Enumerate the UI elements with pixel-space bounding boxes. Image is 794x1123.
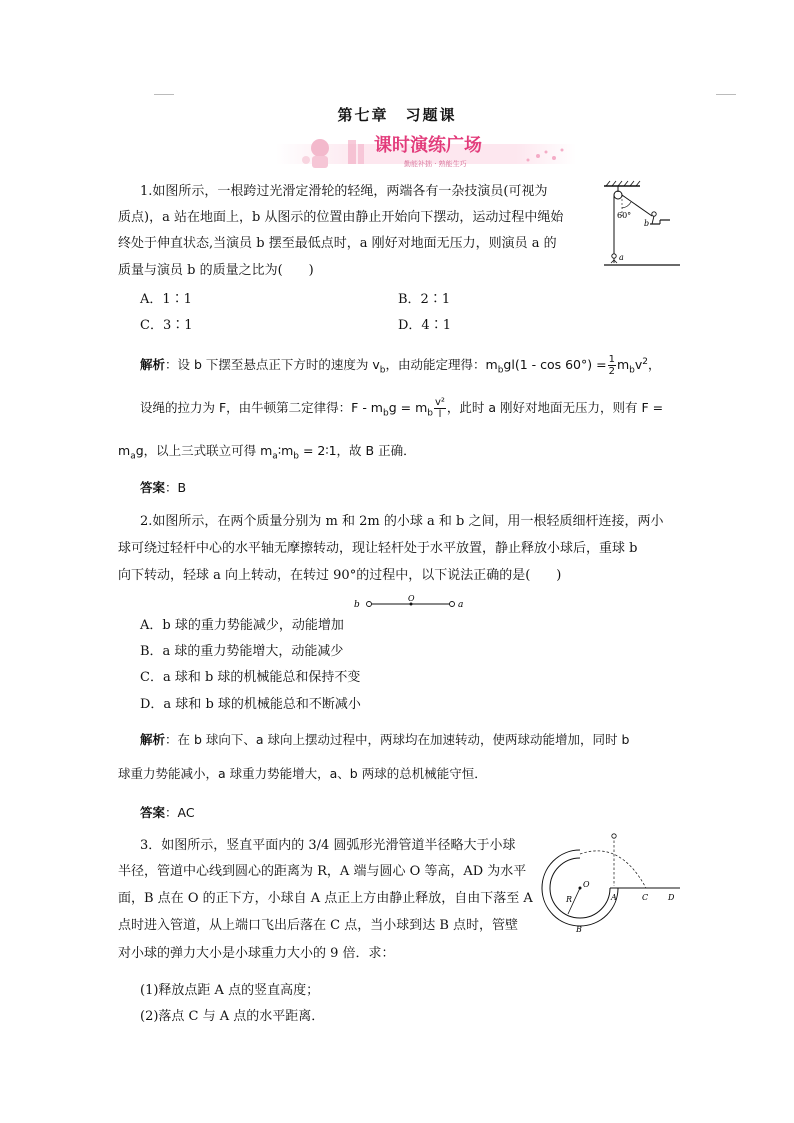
q3-stem-line3: 面，B 点在 O 的正下方，小球自 A 点正上方由静止释放，自由下落至 A [118,891,533,906]
q1-sol-text-3c: ∶m [277,443,294,458]
q2-solution-line2: 球重力势能减小，a 球重力势能增大，a、b 两球的总机械能守恒． [118,766,487,781]
q2-solution-line1 [140,728,680,752]
q1-sol-text-3d: = 2∶1，故 B 正确． [298,443,416,458]
q1-option-b[interactable]: B．2∶1 [398,292,451,307]
q1-label-b: b [644,219,650,228]
q1-sol-text-2c: ，此时 a 刚好对地面无压力，则有 F = [446,400,664,415]
q1-sol-text-3a: m [118,443,131,458]
q1-stem-line4: 质量与演员 b 的质量之比为( ) [118,263,314,278]
q3-tube-figure [540,830,690,934]
q1-pulley-figure [600,180,684,270]
q3-label-d: D [668,893,675,902]
q3-sub-question-2: (2)落点 C 与 A 点的水平距离． [140,1009,325,1024]
q1-stem-line2: 质点)，a 站在地面上，b 从图示的位置由静止开始向下摆动，运动过程中绳始 [118,210,564,225]
q3-label-o: O [583,880,590,889]
q2-option-a[interactable]: A．b 球的重力势能减少，动能增加 [140,618,344,633]
banner-text: 课时演练广场 [374,135,482,156]
corner-mark-right [716,94,736,95]
q3-label-r: R [566,895,573,904]
q1-answer [140,476,680,500]
q3-label-a: A [611,893,617,902]
q3-stem-line2: 半径，管道中心线到圆心的距离为 R，A 端与圆心 O 等高，AD 为水平 [118,864,527,879]
q2-solution-label: 解析 [140,732,166,747]
q1-option-c[interactable]: C．3∶1 [140,318,193,333]
q1-option-d[interactable]: D．4∶1 [398,318,451,333]
q2-label-a: a [458,600,464,610]
q1-sol-text-1e: v [634,357,643,373]
q1-solution-line1: 解析：设 b 下摆至悬点正下方时的速度为 $v_b$，由动能定理得：$m_bgl(1$ - cos 60°) = $\frac{1}{2}$ $m_bv^2$， [140,354,661,378]
q2-option-c[interactable]: C．a 球和 b 球的机械能总和保持不变 [140,670,361,685]
banner-graphic [276,126,576,172]
q1-solution-label: 解析 [140,357,166,373]
q1-answer-label: 答案 [140,480,166,495]
q1-answer-value: ：B [165,480,187,495]
q2-option-b[interactable]: B．a 球的重力势能增大，动能减少 [140,644,344,659]
q2-label-o: O [408,594,415,603]
q2-answer-label: 答案 [140,805,166,820]
banner [276,126,576,172]
q3-sub-question-1: (1)释放点距 A 点的竖直高度； [140,983,320,998]
q1-sol-text-1c: gl(1 - cos 60°) = [503,357,607,373]
q3-label-c: C [642,893,649,902]
q1-sol-text-2b: g = m [388,400,428,415]
q1-stem-line3: 终处于伸直状态,当演员 b 摆至最低点时，a 刚好对地面无压力，则演员 a 的 [118,236,557,251]
q3-stem-line4: 点时进入管道，从上端口飞出后落在 C 点，当小球到达 B 点时，管壁 [118,918,519,933]
q2-rod-figure [354,594,470,612]
q1-sol-text-1d: m [616,357,630,373]
q2-stem-line2: 球可绕过轻杆中心的水平轴无摩擦转动，现让轻杆处于水平放置，静止释放小球后，重球 b [118,541,638,556]
q2-sol-text-1: ：在 b 球向下、a 球向上摆动过程中，两球均在加速转动，使两球动能增加，同时 b [165,732,630,747]
q1-sol-text-1a: ：设 b 下摆至悬点正下方时的速度为 v [165,357,380,373]
q2-answer [140,801,680,825]
q1-sol-text-2a: 设绳的拉力为 F，由牛顿第二定律得：F - m [140,400,383,415]
banner-subtext: 勤能补拙 · 熟能生巧 [404,160,467,168]
q1-v2-over-l-fraction: $\frac{\text{v²}}{l}$ [434,397,445,420]
q3-stem-line1: 3．如图所示，竖直平面内的 3/4 圆弧形光滑管道半径略大于小球 [140,838,516,853]
q2-stem-line1: 2.如图所示，在两个质量分别为 m 和 2m 的小球 a 和 b 之间，用一根轻质细杆连接，两小 [140,514,664,529]
q1-angle-label: 60° [617,211,632,220]
corner-mark-left [154,94,174,95]
q1-half-fraction: $\frac{1}{2}$ [608,354,615,378]
q2-label-b: b [354,600,360,610]
q1-solution-line3: $m_ag$，以上三式联立可得 $m_a∶m_b$ = 2∶1，故 B 正确． [118,443,416,462]
q3-stem-line5: 对小球的弹力大小是小球重力大小的 9 倍．求： [118,946,395,961]
page-title: 第七章 习题课 [337,106,457,124]
q1-sol-text-3b: g，以上三式联立可得 m [135,443,273,458]
q1-sol-text-1b: ，由动能定理得：m [385,357,498,373]
q1-option-a[interactable]: A．1∶1 [140,292,192,307]
q1-stem-line1: 1.如图所示，一根跨过光滑定滑轮的轻绳，两端各有一杂技演员(可视为 [140,184,548,199]
q1-solution-line2: 设绳的拉力为 F，由牛顿第二定律得：$F - m_bg = m_b$ $\frac{\text{v²}}{l}$ ，此时 a 刚好对地面无压力，则有 F = [140,397,664,420]
q1-label-a: a [619,253,624,262]
q2-stem-line3: 向下转动，轻球 a 向上转动，在转过 90°的过程中，以下说法正确的是( ) [118,568,562,583]
q2-option-d[interactable]: D．a 球和 b 球的机械能总和不断减小 [140,697,361,712]
q3-label-b: B [576,925,582,934]
q2-answer-value: ：AC [165,805,195,820]
